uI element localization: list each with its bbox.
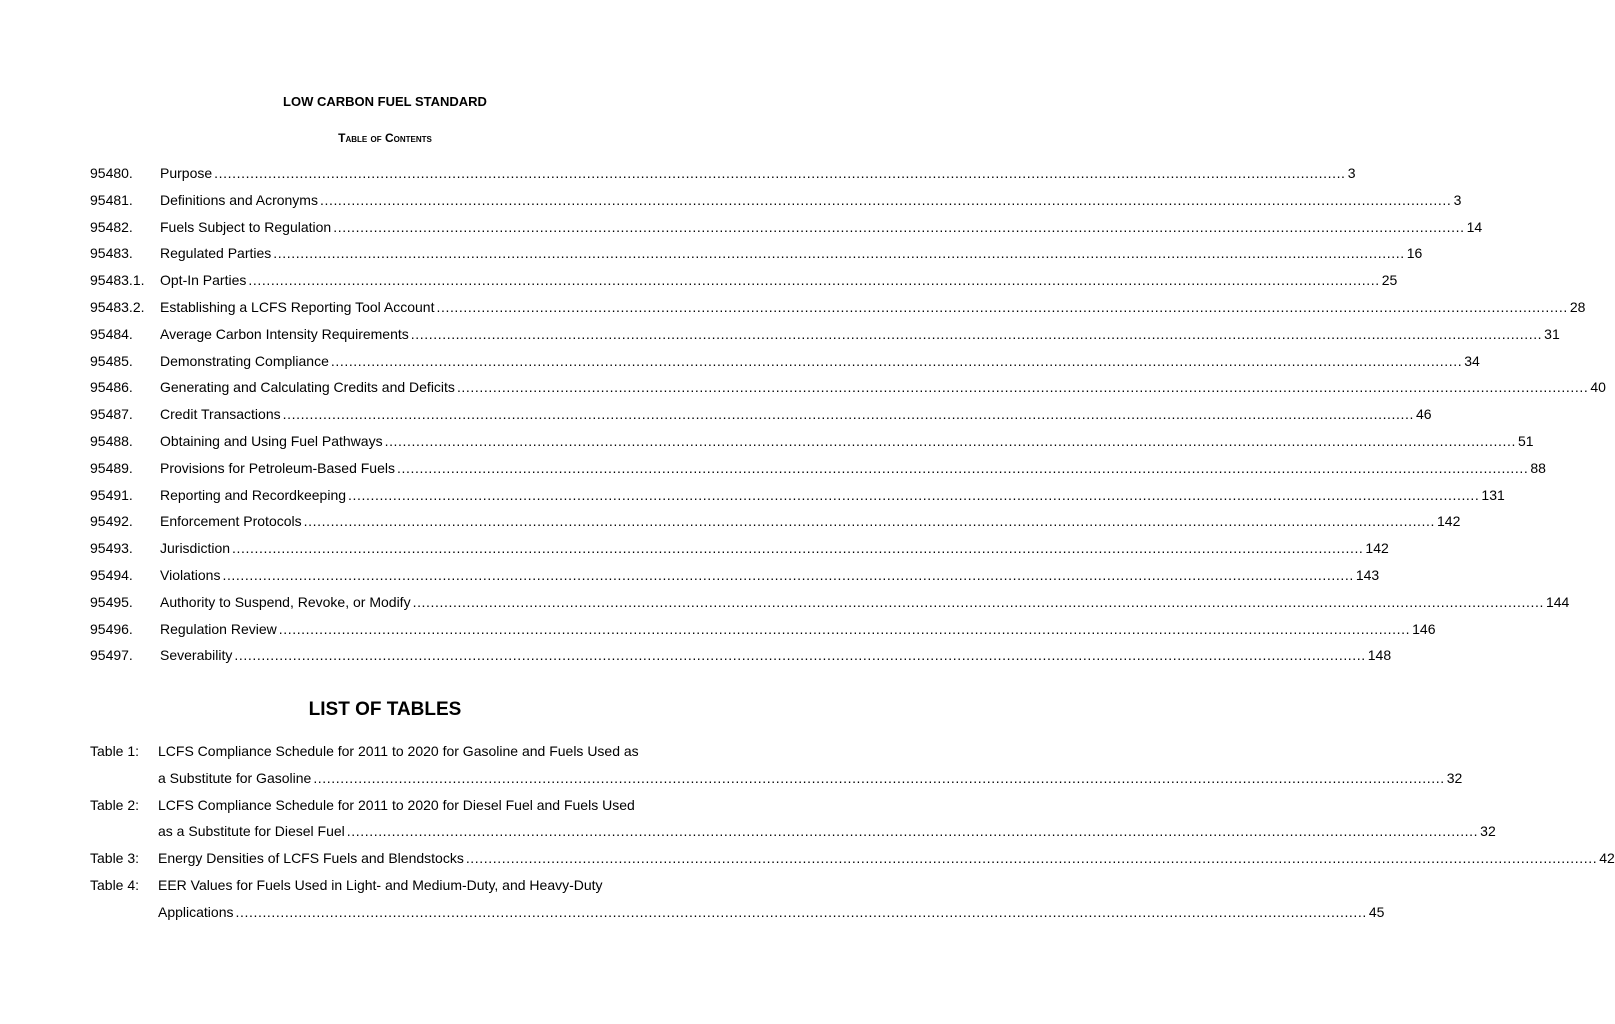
toc-entry[interactable] xyxy=(90,644,1392,671)
toc-entry[interactable] xyxy=(90,430,1534,457)
dot-leader xyxy=(413,591,1544,613)
toc-entry[interactable] xyxy=(90,189,1462,216)
table-entry[interactable] xyxy=(90,872,1385,926)
section-title: Demonstrating Compliance xyxy=(160,352,329,369)
section-title: Generating and Calculating Credits and Deficits xyxy=(160,379,455,396)
page-number: 143 xyxy=(1355,566,1380,583)
section-title: Violations xyxy=(160,566,221,583)
section-title: Average Carbon Intensity Requirements xyxy=(160,325,409,342)
dot-leader xyxy=(348,484,1479,506)
section-title: Credit Transactions xyxy=(160,406,281,423)
dot-leader xyxy=(347,818,1478,845)
table-title-line: LCFS Compliance Schedule for 2011 to 2020 for Diesel Fuel and Fuels Used xyxy=(158,796,635,813)
section-number: 95483. xyxy=(90,245,133,262)
section-number: 95480. xyxy=(90,165,133,181)
table-of-contents xyxy=(90,162,1606,671)
dot-leader xyxy=(466,845,1597,872)
page-number: 25 xyxy=(1381,272,1398,289)
page-number: 144 xyxy=(1545,593,1570,610)
table-title-line: as a Substitute for Diesel Fuel xyxy=(158,823,345,840)
section-title: Regulated Parties xyxy=(160,245,272,262)
dot-leader xyxy=(232,537,1363,559)
toc-entry[interactable] xyxy=(90,376,1606,403)
toc-heading: Table of Contents xyxy=(338,131,432,145)
page-number: 16 xyxy=(1406,245,1423,262)
page-number: 51 xyxy=(1517,432,1534,449)
dot-leader xyxy=(248,269,1379,291)
list-of-tables xyxy=(90,738,1615,926)
section-number: 95496. xyxy=(90,620,133,637)
section-title: Definitions and Acronyms xyxy=(160,191,318,208)
page-number: 88 xyxy=(1530,459,1546,476)
table-title-line: Applications xyxy=(158,903,234,920)
section-number: 95481. xyxy=(90,191,133,208)
toc-entry[interactable] xyxy=(90,484,1505,511)
page-number: 142 xyxy=(1437,513,1461,530)
dot-leader xyxy=(411,323,1542,345)
section-number: 95482. xyxy=(90,218,133,235)
dot-leader xyxy=(436,296,1567,318)
page-number: 3 xyxy=(1453,191,1462,208)
dot-leader xyxy=(273,242,1404,264)
page-number: 31 xyxy=(1544,325,1560,342)
dot-leader xyxy=(385,430,1516,452)
table-entry[interactable] xyxy=(90,845,1615,872)
page-number: 46 xyxy=(1416,406,1432,423)
page-number: 32 xyxy=(1446,769,1463,786)
section-title: Authority to Suspend, Revoke, or Modify xyxy=(160,593,411,610)
dot-leader xyxy=(333,216,1464,238)
page-number: 148 xyxy=(1367,647,1392,664)
table-title-line: EER Values for Fuels Used in Light- and Medium-Duty, and Heavy-Duty xyxy=(158,876,603,893)
section-number: 95497. xyxy=(90,647,133,664)
section-number: 95492. xyxy=(90,513,133,530)
toc-entry[interactable] xyxy=(90,591,1570,618)
section-title: Enforcement Protocols xyxy=(160,513,302,530)
page-number: 131 xyxy=(1481,486,1505,503)
dot-leader xyxy=(236,899,1367,926)
section-number: 95483.1. xyxy=(90,272,145,289)
section-number: 95491. xyxy=(90,486,133,503)
toc-entry[interactable] xyxy=(90,457,1546,484)
toc-entry[interactable] xyxy=(90,162,1356,189)
dot-leader xyxy=(214,162,1345,184)
page-number: 3 xyxy=(1347,165,1356,181)
dot-leader xyxy=(457,376,1588,398)
section-number: 95489. xyxy=(90,459,133,476)
toc-entry[interactable] xyxy=(90,296,1586,323)
table-entry[interactable] xyxy=(90,792,1496,846)
page-number: 14 xyxy=(1466,218,1483,235)
dot-leader xyxy=(222,564,1353,586)
list-of-tables-heading: LIST OF TABLES xyxy=(308,699,462,720)
page-number: 32 xyxy=(1480,823,1496,840)
table-title-line: a Substitute for Gasoline xyxy=(158,769,312,786)
section-title: Jurisdiction xyxy=(160,540,231,557)
dot-leader xyxy=(304,510,1435,532)
section-title: Establishing a LCFS Reporting Tool Account xyxy=(160,298,435,315)
section-number: 95486. xyxy=(90,379,133,396)
table-entry[interactable] xyxy=(90,738,1463,792)
toc-entry[interactable] xyxy=(90,510,1461,537)
table-label: Table 3: xyxy=(90,850,140,867)
section-number: 95487. xyxy=(90,406,133,423)
dot-leader xyxy=(397,457,1528,479)
section-number: 95485. xyxy=(90,352,133,369)
section-title: Severability xyxy=(160,647,233,664)
table-title-line: LCFS Compliance Schedule for 2011 to 2020 for Gasoline and Fuels Used as xyxy=(158,743,639,759)
section-number: 95494. xyxy=(90,566,133,583)
page-number: 28 xyxy=(1569,298,1586,315)
section-number: 95488. xyxy=(90,432,133,449)
section-title: Purpose xyxy=(160,165,213,181)
table-title-line: Energy Densities of LCFS Fuels and Blendstocks xyxy=(158,850,464,867)
section-number: 95495. xyxy=(90,593,133,610)
dot-leader xyxy=(283,403,1414,425)
section-number: 95483.2. xyxy=(90,298,145,315)
section-title: Provisions for Petroleum-Based Fuels xyxy=(160,459,395,476)
section-title: Regulation Review xyxy=(160,620,277,637)
table-label: Table 2: xyxy=(90,796,140,813)
section-title: Obtaining and Using Fuel Pathways xyxy=(160,432,383,449)
page-number: 142 xyxy=(1365,540,1389,557)
toc-entry[interactable] xyxy=(90,537,1389,564)
section-title: Reporting and Recordkeeping xyxy=(160,486,347,503)
section-number: 95493. xyxy=(90,540,133,557)
page-number: 42 xyxy=(1599,850,1615,867)
document-title: LOW CARBON FUEL STANDARD xyxy=(283,94,487,109)
section-title: Opt-In Parties xyxy=(160,272,247,289)
page-number: 34 xyxy=(1464,352,1480,369)
toc-entry[interactable] xyxy=(90,403,1432,430)
section-title: Fuels Subject to Regulation xyxy=(160,218,332,235)
toc-entry[interactable] xyxy=(90,618,1436,645)
section-number: 95484. xyxy=(90,325,133,342)
dot-leader xyxy=(320,189,1451,211)
dot-leader xyxy=(331,350,1462,372)
page-number: 45 xyxy=(1368,903,1385,920)
dot-leader xyxy=(234,644,1365,666)
toc-entry[interactable] xyxy=(90,242,1423,269)
dot-leader xyxy=(313,765,1444,792)
toc-entry[interactable] xyxy=(90,564,1380,591)
toc-entry[interactable] xyxy=(90,323,1560,350)
page-number: 40 xyxy=(1590,379,1606,396)
toc-entry[interactable] xyxy=(90,216,1483,243)
table-label: Table 1: xyxy=(90,743,140,759)
page-number: 146 xyxy=(1412,620,1436,637)
dot-leader xyxy=(279,618,1410,640)
table-label: Table 4: xyxy=(90,876,140,893)
toc-entry[interactable] xyxy=(90,269,1398,296)
toc-entry[interactable] xyxy=(90,350,1480,377)
